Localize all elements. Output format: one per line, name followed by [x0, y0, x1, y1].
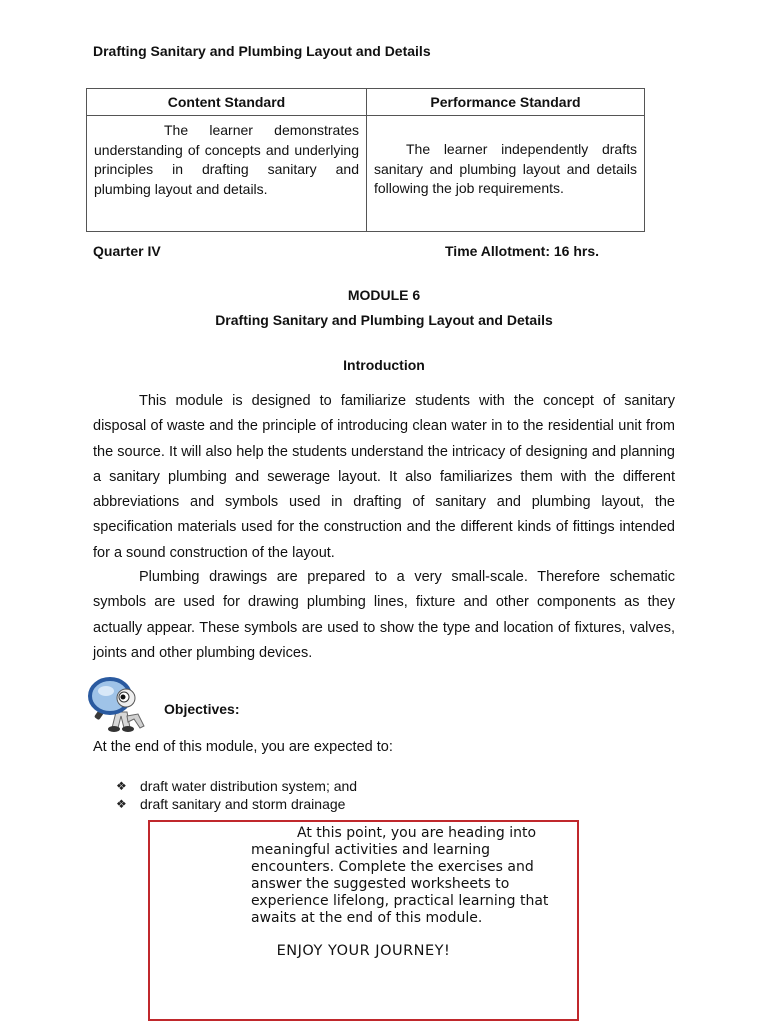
callout-closing: ENJOY YOUR JOURNEY! [276, 943, 451, 959]
performance-standard-text: The learner independently drafts sanitary and plumbing layout and details following the job requirements. [374, 141, 637, 196]
content-standard-text: The learner demonstrates understanding of concepts and underlying principles in drafting sanitary and plumbing layout and details. [94, 122, 359, 197]
module-number: MODULE 6 [347, 287, 421, 303]
performance-standard-cell [367, 116, 645, 232]
list-item [116, 777, 357, 795]
magnifier-character-icon [86, 676, 154, 734]
objectives-heading: Objectives: [164, 701, 240, 717]
objectives-lead: At the end of this module, you are expected to: [93, 739, 393, 755]
time-allotment-label: Time Allotment: 16 hrs. [445, 243, 600, 259]
performance-standard-header: Performance Standard [367, 89, 645, 116]
introduction-heading: Introduction [343, 357, 425, 373]
objective-text: draft water distribution system; and [140, 778, 358, 794]
content-standard-header: Content Standard [87, 89, 367, 116]
callout-box [148, 820, 579, 1021]
quarter-label: Quarter IV [93, 243, 161, 259]
module-title: Drafting Sanitary and Plumbing Layout and Details [215, 312, 553, 328]
diamond-bullet-icon: ❖ [116, 797, 127, 811]
objective-text: draft sanitary and storm drainage [140, 796, 346, 812]
introduction-paragraph-1: This module is designed to familiarize students with the concept of sanitary disposal of waste and the principle of introducing clean water in to the residential unit from the source. It will also help the students understand the intricacy of designing and planning a sanitary plumbing and sewerage layout. It also familiarizes them with the different abbreviations and symbols used in drafting of sanitary and plumbing layout, the specification materials used for the construction and the different kinds of fittings intended for a sound construction of the layout. [93, 393, 675, 561]
standards-table [86, 88, 645, 232]
callout-text: At this point, you are heading into meaningful activities and learning encounters. Complete the exercises and answer the suggested worksheets to experience lifelong, practical learning that awaits at the end of this module. [251, 825, 549, 926]
table-row [87, 116, 645, 232]
content-standard-cell [87, 116, 367, 232]
diamond-bullet-icon: ❖ [116, 779, 127, 793]
table-header-row [87, 89, 645, 116]
list-item [116, 795, 357, 813]
document-header-title: Drafting Sanitary and Plumbing Layout and Details [93, 43, 431, 59]
objectives-list [116, 777, 357, 813]
introduction-paragraph-2: Plumbing drawings are prepared to a very small-scale. Therefore schematic symbols are used for drawing plumbing lines, fixture and other components as they actually appear. These symbols are used to show the type and location of fixtures, valves, joints and other plumbing devices. [93, 569, 675, 661]
